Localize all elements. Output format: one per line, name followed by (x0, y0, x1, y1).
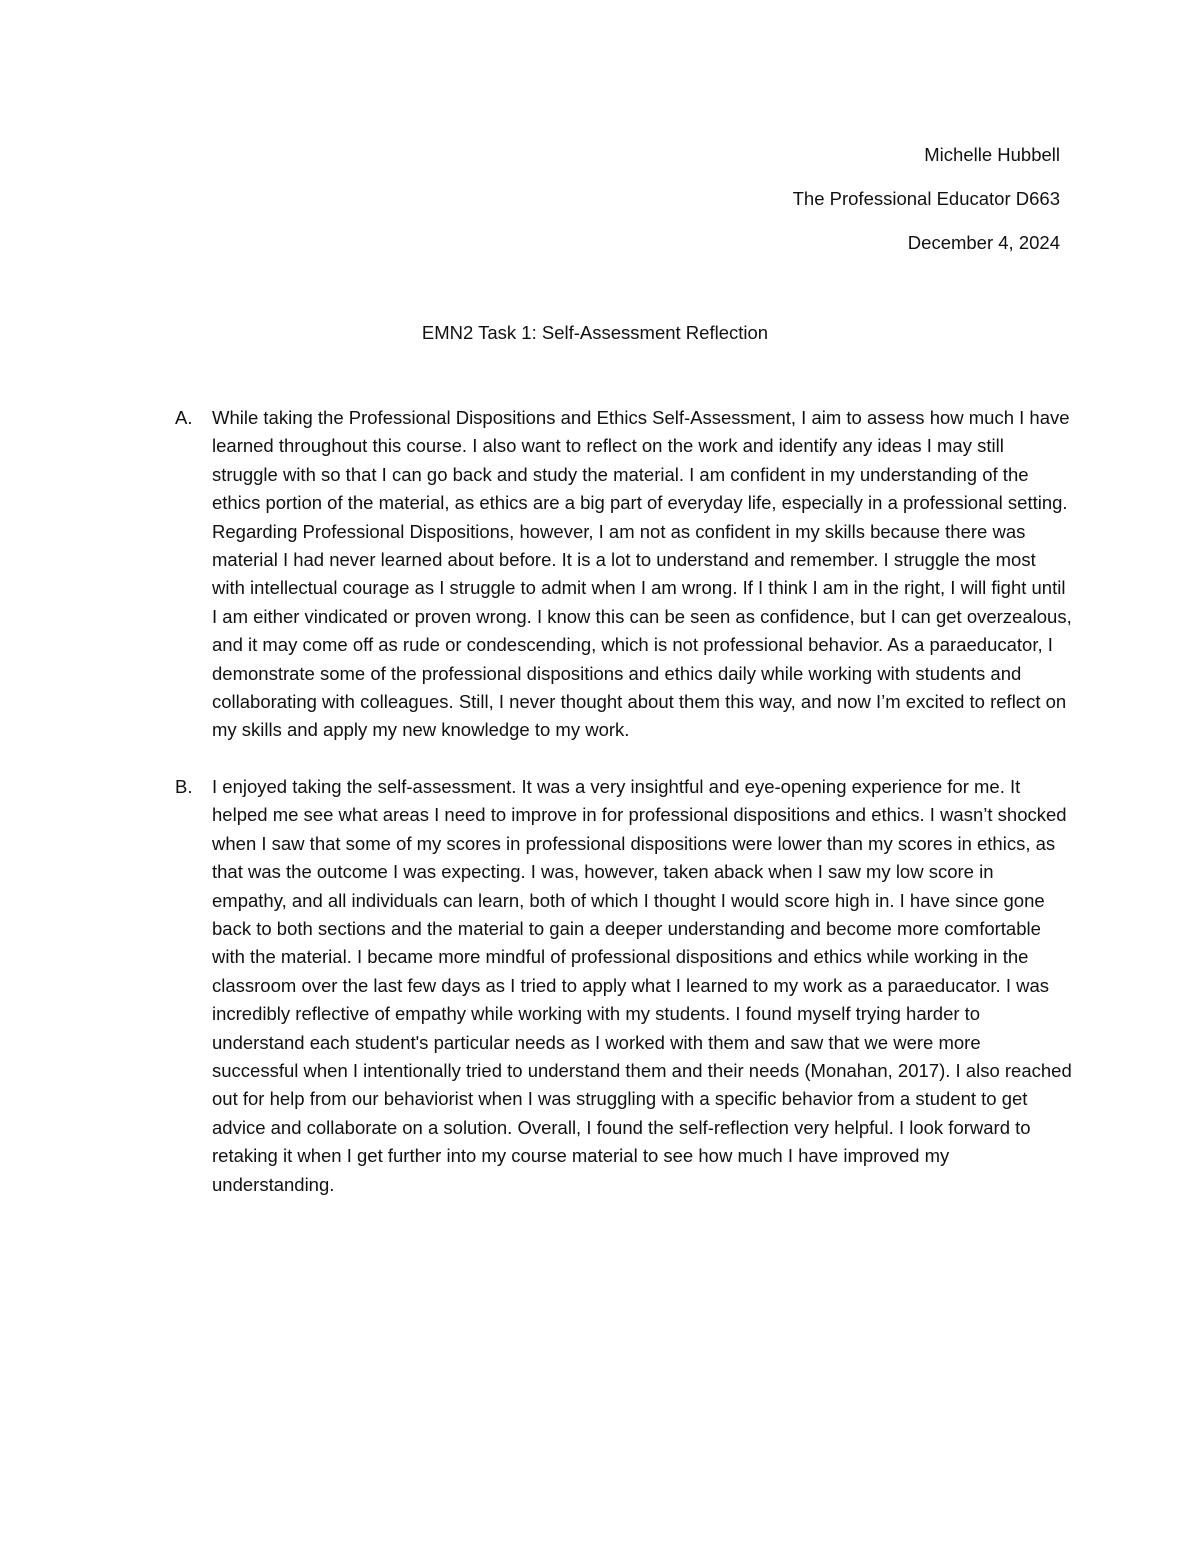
section-marker: A. (175, 407, 193, 428)
section-paragraph: While taking the Professional Dispositions and Ethics Self-Assessment, I aim to assess how much I have learned throughout this course. I also want to reflect on the work and identify any ideas I may still struggle with so that I can go back and study the material. I am confident in my understanding of the ethics portion of the material, as ethics are a big part of everyday life, especially in a professional setting. Regarding Professional Dispositions, however, I am not as confident in my skills because there was material I had never learned about before. It is a lot to understand and remember. I struggle the most with intellectual courage as I struggle to admit when I am wrong. If I think I am in the right, I will fight until I am either vindicated or proven wrong. I know this can be seen as confidence, but I can get overzealous, and it may come off as rude or condescending, which is not professional behavior. As a paraeducator, I demonstrate some of the professional dispositions and ethics daily while working with students and collaborating with colleagues. Still, I never thought about them this way, and now I’m excited to reflect on my skills and apply my new knowledge to my work. (212, 407, 1072, 741)
section-a (172, 404, 1072, 745)
course-name: The Professional Educator D663 (792, 188, 1060, 209)
document-header (793, 140, 1060, 272)
document-date: December 4, 2024 (907, 232, 1060, 253)
section-b (172, 773, 1072, 1199)
author-name: Michelle Hubbell (924, 144, 1060, 165)
reflection-sections (172, 404, 1072, 1227)
section-marker: B. (175, 775, 193, 797)
section-paragraph: I enjoyed taking the self-assessment. It was a very insightful and eye-opening experience for me. It helped me see what areas I need to improve in for professional dispositions and ethics. I wasn’t shocked when I saw that some of my scores in professional dispositions were lower than my scores in ethics, as that was the outcome I was expecting. I was, however, taken aback when I saw my low score in empathy, and all individuals can learn, both of which I thought I would score high in. I have since gone back to both sections and the material to gain a deeper understanding and become more comfortable with the material. I became more mindful of professional dispositions and ethics while working in the classroom over the last few days as I tried to apply what I learned to my work as a paraeducator. I was incredibly reflective of empathy while working with my students. I found myself trying harder to understand each student's particular needs as I worked with them and saw that we were more successful when I intentionally tried to understand them and their needs (Monahan, 2017). I also reached out for help from our behaviorist when I was struggling with a specific behavior from a student to get advice and collaborate on a solution. Overall, I found the self-reflection very helpful. I look forward to retaking it when I get further into my course material to see how much I have improved my understanding. (212, 775, 1072, 1195)
document-title: EMN2 Task 1: Self-Assessment Reflection (421, 322, 769, 343)
